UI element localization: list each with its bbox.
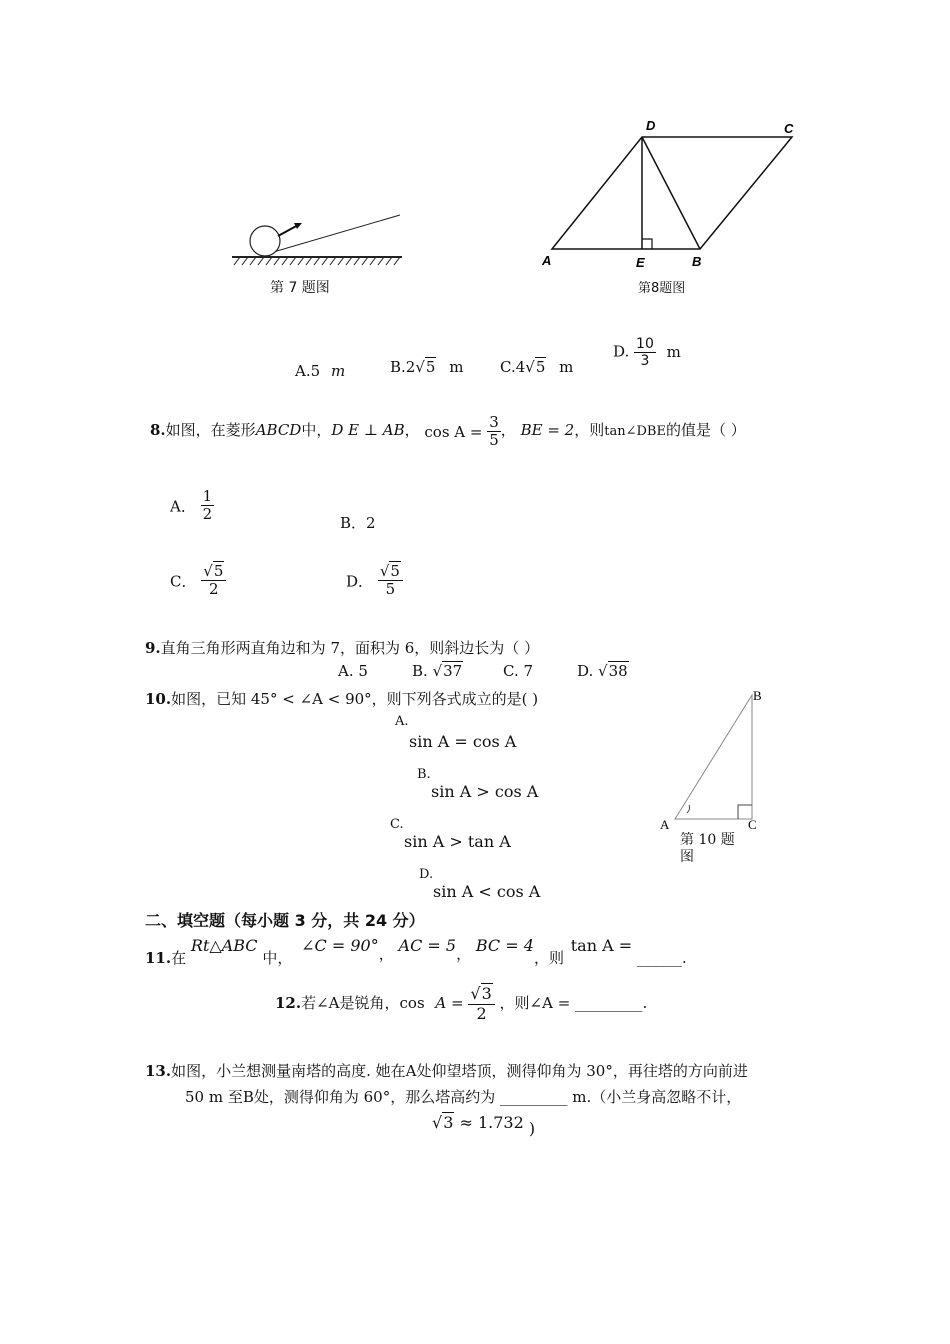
figure-10-diagram (655, 683, 775, 833)
question-13-line2: 50 m 至B处，测得仰角为 60°，那么塔高约为 _________ m.（小兰身高忽略不计， (185, 1088, 742, 1106)
figure-7-diagram (230, 205, 410, 270)
fraction: $\frac{√5}{2}$ (201, 563, 226, 599)
question-10: 10.如图，已知 45° < ∠A < 90°，则下列各式成立的是( ) (145, 690, 539, 708)
q8-option-c: C． $\frac{√5}{2}$ (170, 563, 226, 599)
sqrt-symbol: √37 (432, 662, 463, 680)
sqrt-symbol: √5 (415, 358, 436, 376)
question-12: 12.若∠A是锐角，cos A = $\frac{√3}{2}$ ，则∠A = _________. (275, 984, 648, 1023)
q10-option-b: B. sin A > cos A (417, 767, 539, 801)
figure-7-caption: 第 7 题图 (270, 280, 330, 296)
q7-d-prefix: D. (613, 342, 630, 361)
fraction: $\frac{√5}{5}$ (378, 563, 403, 599)
label-b: B (753, 688, 762, 703)
label-a: A (660, 817, 670, 832)
label-c: C (748, 817, 757, 832)
q9-number: 9. (145, 639, 161, 657)
label-c: C (784, 121, 794, 136)
segment-db (642, 137, 700, 249)
q8-cos-expression: cos A = $\frac{3}{5}$ (424, 412, 499, 449)
q10-option-c: C. sin A > tan A (390, 817, 511, 851)
fraction: $\frac{√3}{2}$ (468, 985, 494, 1023)
question-8: 8.如图，在菱形ABCD中，D E ⊥ AB， cos A = $\frac{3}{5}$ ， BE = 2，则tan∠DBE的值是（ ） (150, 410, 746, 452)
figure-10-caption: 第 10 题 图 (680, 832, 735, 865)
section-2-title: 二、填空题（每小题 3 分，共 24 分） (145, 911, 425, 930)
q9-option-a: A. 5 (338, 662, 368, 680)
rhombus (552, 137, 792, 249)
figure-8-caption: 第8题图 (638, 281, 686, 296)
q7-option-c (500, 358, 573, 376)
fraction: $\frac{3}{5}$ (489, 412, 499, 449)
sqrt-symbol: √5 (525, 358, 546, 376)
q10-option-d: D. sin A < cos A (419, 867, 541, 901)
question-9: 9.直角三角形两直角边和为 7，面积为 6，则斜边长为（ ） (145, 639, 540, 657)
q7-option-a (295, 362, 345, 380)
q8-option-b: B．2 (340, 514, 376, 532)
sqrt-symbol: √38 (598, 662, 628, 680)
q7-c-prefix: C.4 (500, 358, 526, 376)
q10-option-a: A. sin A = cos A (395, 714, 517, 751)
q11-number: 11. (145, 949, 172, 967)
q7-option-d (613, 336, 681, 369)
q9-option-d: D. √38 (577, 662, 628, 680)
label-b: B (692, 254, 702, 269)
figure-8-diagram (540, 115, 810, 275)
q7-a-unit: m (330, 362, 346, 380)
q7-option-b (390, 358, 463, 376)
question-11: 11.在 Rt△ABC 中， ∠C = 90°， AC = 5， BC = 4，则 tan A = ______. (145, 936, 687, 967)
label-a: A (542, 253, 552, 268)
question-13-sqrt3-note: √3 ≈ 1.732 ) (432, 1113, 536, 1138)
q7-b-unit: m (449, 358, 464, 376)
q8-option-a: A． $\frac{1}{2}$ (170, 487, 213, 524)
fraction: $\frac{10}{3}$ (636, 336, 654, 370)
q9-option-b: B. √37 (412, 662, 463, 680)
q10-number: 10. (145, 690, 172, 708)
right-triangle (675, 695, 752, 819)
q7-c-unit: m (559, 358, 574, 376)
q8-number: 8. (150, 421, 166, 439)
right-angle-mark (642, 239, 652, 249)
fraction: $\frac{1}{2}$ (202, 487, 213, 524)
sqrt-symbol: √3 (432, 1113, 454, 1132)
ball (250, 226, 280, 256)
q13-number: 13. (145, 1062, 172, 1080)
label-e: E (636, 255, 645, 270)
q7-a-prefix: A.5 (295, 362, 321, 380)
slope-line (270, 215, 400, 253)
q7-d-unit: m (666, 342, 681, 361)
q7-b-prefix: B.2 (390, 358, 416, 376)
angle-arc (687, 805, 690, 813)
q12-number: 12. (275, 994, 302, 1012)
q8-option-d: D． $\frac{√5}{5}$ (346, 563, 403, 599)
label-d: D (646, 118, 656, 133)
question-13-line1: 13.如图，小兰想测量南塔的高度. 她在A处仰望塔顶，测得仰角为 30°，再往塔的方向前进 (145, 1062, 748, 1080)
q9-option-c: C. 7 (503, 662, 534, 680)
ground-hatching (234, 257, 400, 265)
